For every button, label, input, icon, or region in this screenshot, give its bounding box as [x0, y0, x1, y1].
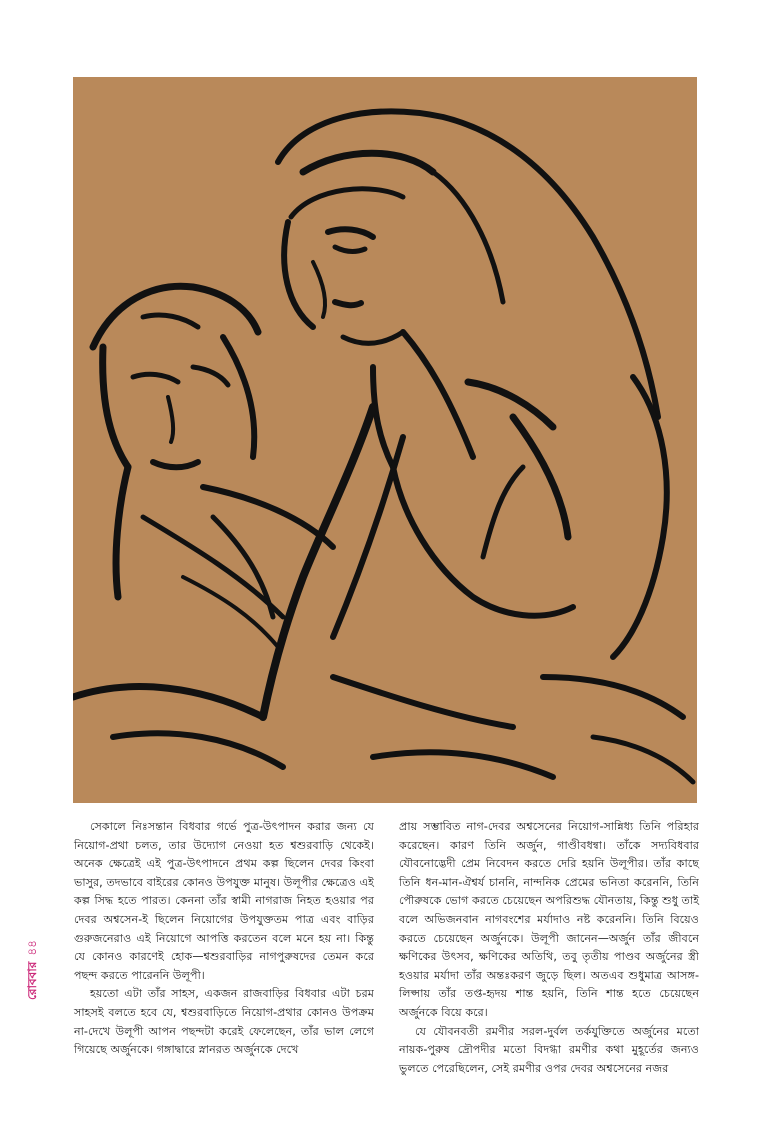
- page-folio: [27, 910, 41, 1000]
- text-column-right: [399, 818, 699, 1078]
- illustration-ulupi-arjuna: [73, 77, 697, 803]
- folio-magazine-name: রোববার: [25, 961, 39, 1000]
- ink-drawing: [73, 77, 697, 803]
- paragraph: হয়তো এটা তাঁর সাহস, একজন রাজবাড়ির বিধবার এটা চরম সাহসই বলতে হবে যে, শ্বশুরবাড়িতে নিয়োগ-প্রথার কোনও উপক্রম না-দেখে উলূপী আপন পছন্দটা করেই ফেলেছেন, তাঁর ভাল লেগে গিয়েছে অর্জুনকে। গঙ্গাদ্বারে স্নানরত অর্জুনকে দেখে: [74, 987, 374, 1057]
- paragraph: প্রায় সম্ভাবিত নাগ-দেবর অশ্বসেনের নিয়োগ-সান্নিধ্য তিনি পরিহার করেছেন। কারণ তিনি অর্জুন, গাণ্ডীবধন্বা। তাঁকে সদ্যবিধবার যৌবনোদ্ভেদী প্রেম নিবেদন করতে দেরি হয়নি উলূপীর। তাঁর কাছে তিনি ধন-মান-ঐশ্বর্য চাননি, নান্দনিক প্রেমের ভনিতা করেননি, তিনি পৌরুষকে ভোগ করতে চেয়েছেন অপরিশুদ্ধ যৌনতায়, কিন্তু শুধু তাই বলে অভিজনবান নাগবংশের মর্যাদাও নষ্ট করেননি। তিনি বিয়েও করতে চেয়েছেন অর্জুনকে। উলূপী জানেন—অর্জুন তাঁর জীবনে ক্ষণিকের উৎসব, ক্ষণিকের অতিথি, তবু তৃতীয় পাণ্ডব অর্জুনের স্ত্রী হওয়ার মর্যাদা তাঁর অন্তঃকরণ জুড়ে ছিল। অতএব শুধুমাত্র আসঙ্গ-লিপ্সায় তাঁর তপ্ত-হৃদয় শান্ত হয়নি, তিনি শান্ত হতে চেয়েছেন অর্জুনকে বিয়ে করে।: [399, 820, 700, 1019]
- folio-page-number: ৪৪: [25, 940, 39, 956]
- paragraph: সেকালে নিঃসন্তান বিধবার গর্ভে পুত্র-উৎপাদন করার জন্য যে নিয়োগ-প্রথা চলত, তার উদ্যোগ নেওয়া হত শ্বশুরবাড়ি থেকেই। অনেক ক্ষেত্রেই এই পুত্র-উৎপাদনে প্রথম কল্প ছিলেন দেবর কিংবা ভাসুর, তদভাবে বাইরের কোনও উপযুক্ত মানুষ। উলূপীর ক্ষেত্রেও এই কল্প সিদ্ধ হতে পারত। কেননা তাঁর স্বামী নাগরাজ নিহত হওয়ার পর দেবর অশ্বসেন-ই ছিলেন নিয়োগের উপযুক্ততম পাত্র এবং বাড়ির গুরুজনেরাও এই নিয়োগে আপত্তি করতেন বলে মনে হয় না। কিন্তু যে কোনও কারণেই হোক—শ্বশুরবাড়ির নাগপুরুষদের তেমন করে পছন্দ করতে পারেননি উলূপী।: [74, 820, 374, 982]
- text-column-left: [74, 818, 374, 1060]
- paragraph: যে যৌবনবতী রমণীর সরল-দুর্বল তর্কযুক্তিতে অর্জুনের মতো নায়ক-পুরুষ দ্রৌপদীর মতো বিদগ্ধা রমণীর কথা মুহূর্তের জন্যও ভুলতে পেরেছিলেন, সেই রমণীর ওপর দেবর অশ্বসেনের নজর: [399, 1024, 699, 1075]
